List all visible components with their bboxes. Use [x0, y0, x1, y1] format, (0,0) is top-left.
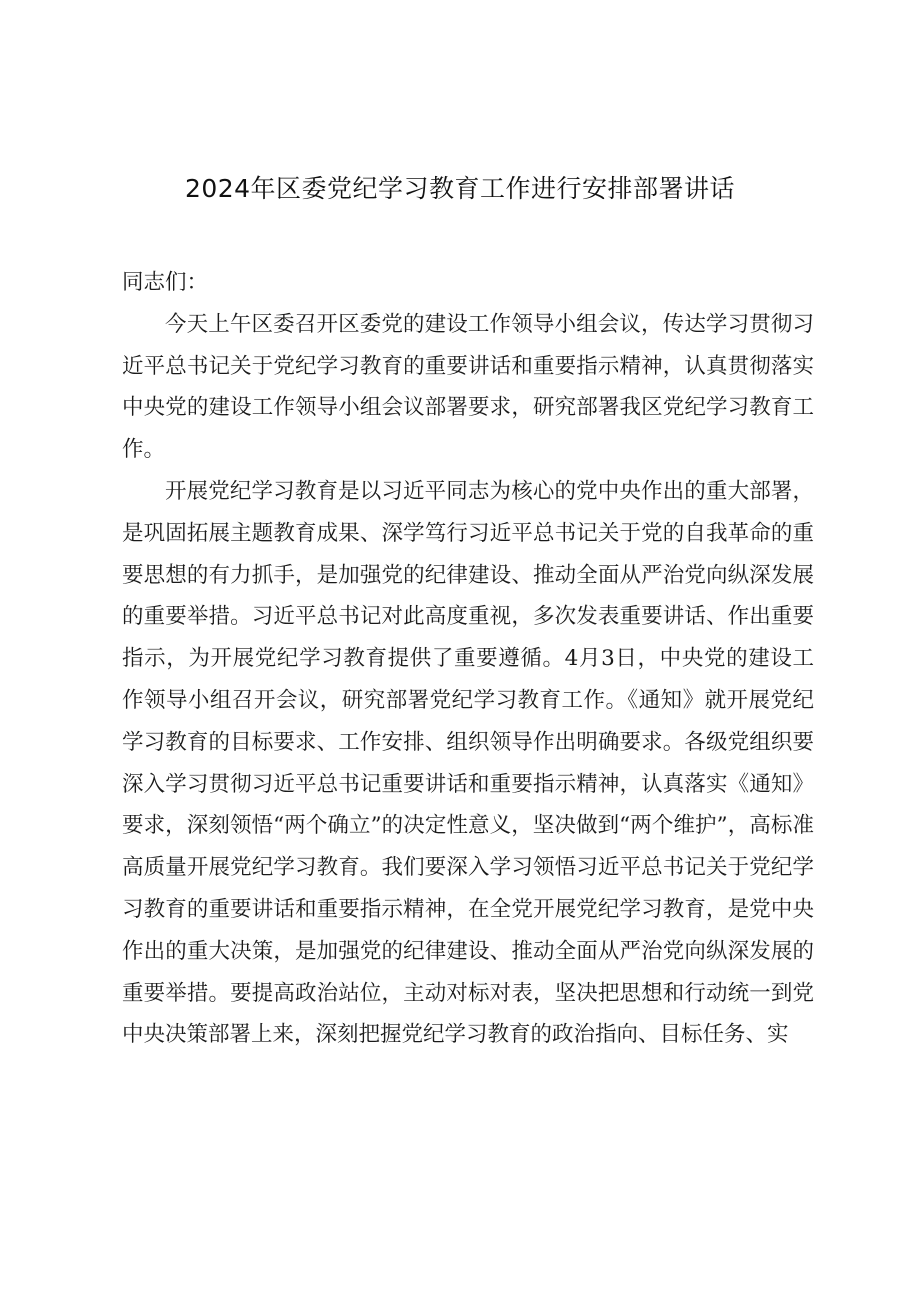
paragraph-1: 今天上午区委召开区委党的建设工作领导小组会议，传达学习贯彻习近平总书记关于党纪学习教育的重要讲话和重要指示精神，认真贯彻落实中央党的建设工作领导小组会议部署要求，研究部署我区党纪学习教育工作。: [122, 311, 814, 463]
document-body: [122, 262, 814, 1056]
salutation: 同志们：: [122, 270, 209, 295]
document-title: 2024年区委党纪学习教育工作进行安排部署讲话: [184, 174, 736, 203]
paragraph-2: 开展党纪学习教育是以习近平同志为核心的党中央作出的重大部署，是巩固拓展主题教育成果、深学笃行习近平总书记关于党的自我革命的重要思想的有力抓手，是加强党的纪律建设、推动全面从严治党向纵深发展的重要举措。习近平总书记对此高度重视，多次发表重要讲话、作出重要指示，为开展党纪学习教育提供了重要遵循。4月3日，中央党的建设工作领导小组召开会议，研究部署党纪学习教育工作。《通知》就开展党纪学习教育的目标要求、工作安排、组织领导作出明确要求。各级党组织要深入学习贯彻习近平总书记重要讲话和重要指示精神，认真落实《通知》要求，深刻领悟“两个确立”的决定性意义，坚决做到“两个维护”，高标准高质量开展党纪学习教育。我们要深入学习领悟习近平总书记关于党纪学习教育的重要讲话和重要指示精神，在全党开展党纪学习教育，是党中央作出的重大决策，是加强党的纪律建设、推动全面从严治党向纵深发展的重要举措。要提高政治站位，主动对标对表，坚决把思想和行动统一到党中央决策部署上来，深刻把握党纪学习教育的政治指向、目标任务、实: [122, 478, 814, 1048]
